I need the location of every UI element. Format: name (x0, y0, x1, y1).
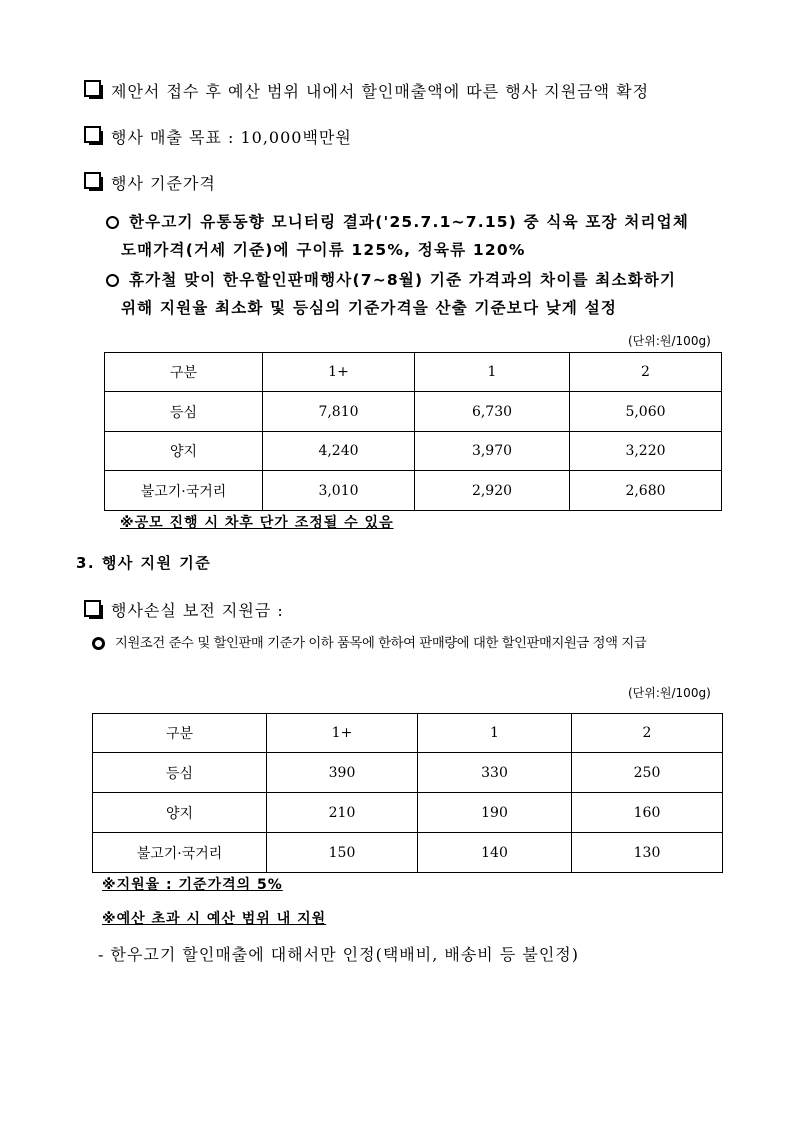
table-cell: 210 (267, 793, 418, 833)
table-row (93, 793, 723, 833)
table-row (105, 471, 722, 511)
table-cell: 3,970 (415, 432, 570, 471)
table-header-cell: 1+ (263, 353, 415, 392)
table1-note: ※공모 진행 시 차후 단가 조정될 수 있음 (120, 515, 394, 531)
table-cell: 양지 (105, 432, 263, 471)
table-header-cell: 구분 (93, 714, 267, 753)
support-condition-text: 지원조건 준수 및 할인판매 기준가 이하 품목에 한하여 판매량에 대한 할인판매지원금 정액 지급 (115, 636, 647, 651)
table-cell: 3,220 (570, 432, 722, 471)
table-cell: 양지 (93, 793, 267, 833)
table-cell: 250 (572, 753, 723, 793)
table-cell: 140 (418, 833, 572, 873)
support-rate-note: ※지원율 : 기준가격의 5% (102, 877, 283, 893)
checkbox-icon (84, 600, 101, 617)
table-cell: 190 (418, 793, 572, 833)
table-cell: 5,060 (570, 392, 722, 432)
table-row (93, 753, 723, 793)
bullet-2-line-2: 위해 지원율 최소화 및 등심의 기준가격을 산출 기준보다 낮게 설정 (121, 299, 618, 317)
table-cell: 3,010 (263, 471, 415, 511)
table-header-cell: 1 (418, 714, 572, 753)
table1-unit: (단위:원/100g) (628, 334, 711, 348)
table-cell: 160 (572, 793, 723, 833)
table-cell: 등심 (93, 753, 267, 793)
table-cell: 2,680 (570, 471, 722, 511)
item-loss-compensation-text: 행사손실 보전 지원금 : (111, 601, 284, 620)
table2-unit: (단위:원/100g) (628, 686, 711, 700)
item-base-price-text: 행사 기준가격 (111, 174, 216, 193)
table-header-cell: 2 (572, 714, 723, 753)
table-cell: 6,730 (415, 392, 570, 432)
table-cell: 130 (572, 833, 723, 873)
circle-bullet-icon (106, 274, 119, 287)
bullet-1-line-1: 한우고기 유통동향 모니터링 결과('25.7.1~7.15) 중 식육 포장 처리업체 (129, 213, 690, 231)
bullet-1-line-2: 도매가격(거세 기준)에 구이류 125%, 정육류 120% (121, 241, 526, 259)
base-price-table (104, 352, 722, 511)
table-row (105, 392, 722, 432)
table-cell: 330 (418, 753, 572, 793)
budget-exceed-note: ※예산 초과 시 예산 범위 내 지원 (102, 911, 327, 927)
dash-item-text: - 한우고기 할인매출에 대해서만 인정(택배비, 배송비 등 불인정) (98, 945, 579, 964)
table-cell: 불고기·국거리 (93, 833, 267, 873)
checkbox-icon (84, 126, 101, 143)
support-amount-table (92, 713, 723, 873)
section-3-title: 3. 행사 지원 기준 (76, 554, 212, 572)
item-sales-target-text: 행사 매출 목표 : 10,000백만원 (111, 128, 352, 147)
table-cell: 2,920 (415, 471, 570, 511)
circle-bullet-icon (106, 216, 119, 229)
table-cell: 4,240 (263, 432, 415, 471)
table-header-cell: 1 (415, 353, 570, 392)
table-header-cell: 2 (570, 353, 722, 392)
table-row (105, 432, 722, 471)
table-cell: 등심 (105, 392, 263, 432)
checkbox-icon (84, 80, 101, 97)
checkbox-icon (84, 172, 101, 189)
table-cell: 150 (267, 833, 418, 873)
bullet-2-line-1: 휴가철 맞이 한우할인판매행사(7~8월) 기준 가격과의 차이를 최소화하기 (129, 271, 677, 289)
table-header-cell: 구분 (105, 353, 263, 392)
circle-bullet-icon (92, 637, 105, 650)
table-cell: 390 (267, 753, 418, 793)
item-proposal-text: 제안서 접수 후 예산 범위 내에서 할인매출액에 따른 행사 지원금액 확정 (111, 82, 650, 101)
table-cell: 불고기·국거리 (105, 471, 263, 511)
table-header-cell: 1+ (267, 714, 418, 753)
table-row (93, 833, 723, 873)
table-cell: 7,810 (263, 392, 415, 432)
